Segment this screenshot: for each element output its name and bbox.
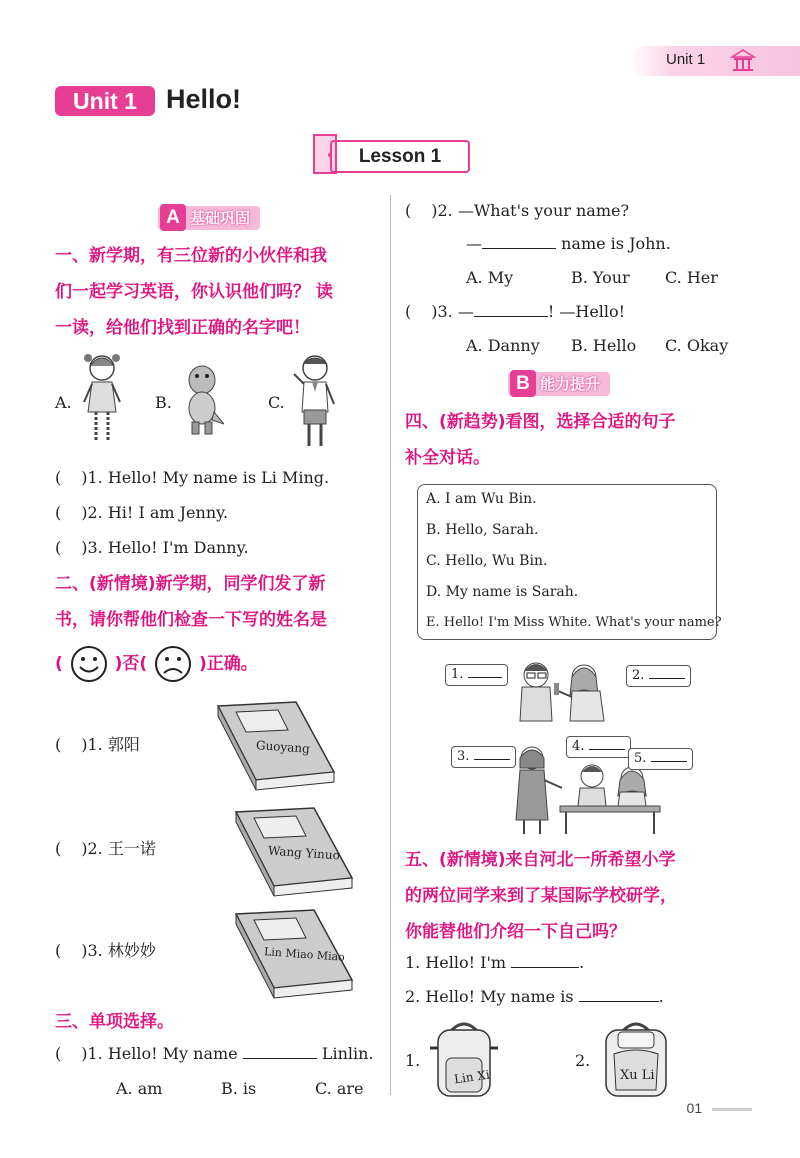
answer-blank[interactable]	[651, 750, 687, 762]
option-b: B. Hello	[571, 336, 637, 355]
bubble-1	[445, 664, 508, 686]
scene-1-illustration	[500, 655, 620, 725]
answer-blank[interactable]	[243, 1043, 317, 1059]
q2-item-2-text: 2. 王一诺	[87, 839, 156, 858]
answer-paren-open[interactable]: (	[55, 503, 62, 522]
q5-item-1-text: 1. Hello! I'm	[405, 953, 507, 972]
q1-item-3-text: 3. Hello! I'm Danny.	[87, 538, 249, 557]
option-b: B. is	[221, 1079, 257, 1098]
answer-paren-close: )	[431, 201, 438, 220]
q3-item-2	[405, 200, 629, 222]
book-1	[216, 700, 336, 792]
answer-paren-open[interactable]: (	[55, 735, 62, 754]
q3-item-1	[55, 1043, 374, 1065]
q4-option-e: E. Hello! I'm Miss White. What's your name?	[426, 615, 722, 630]
q1-item-3	[55, 537, 249, 559]
bag-1-num: 1.	[405, 1051, 421, 1070]
column-divider	[390, 195, 391, 1095]
girl-jenny-illustration	[80, 348, 124, 448]
answer-blank[interactable]	[474, 301, 548, 317]
q3-item-1-text: 1. Hello! My name	[87, 1044, 238, 1063]
backpack-icon	[596, 1018, 676, 1100]
answer-paren-close: )	[81, 735, 88, 754]
q3-heading: 三、单项选择。	[55, 1012, 174, 1032]
answer-blank[interactable]	[468, 666, 502, 678]
bubble-2-num: 2.	[632, 668, 645, 683]
bubble-5	[628, 748, 693, 770]
unit-tag-label: Unit 1	[666, 51, 706, 68]
q2-item-1-text: 1. 郭阳	[87, 735, 140, 754]
backpack-1	[424, 1018, 504, 1100]
answer-blank[interactable]	[511, 952, 579, 968]
option-c: C. Her	[665, 268, 718, 287]
bag-1-name: Lin Xi	[453, 1067, 491, 1087]
period: .	[658, 987, 664, 1006]
q5-line-2: 的两位同学来到了某国际学校研学，	[405, 886, 677, 906]
building-icon	[730, 48, 756, 74]
q3-item-3	[405, 301, 625, 323]
answer-paren-close: )	[81, 468, 88, 487]
q5-heading	[405, 842, 677, 950]
period: .	[579, 953, 585, 972]
q1-line-1: 一、新学期，有三位新的小伙伴和我	[55, 246, 327, 266]
q5-item-2-text: 2. Hello! My name is	[405, 987, 574, 1006]
answer-paren-open[interactable]: (	[55, 468, 62, 487]
q4-heading	[405, 404, 676, 476]
page-number	[687, 1100, 752, 1116]
q5-item-1	[405, 952, 584, 974]
q1-item-2-text: 2. Hi! I am Jenny.	[87, 503, 229, 522]
bubble-3	[451, 746, 516, 768]
bubble-3-num: 3.	[457, 749, 470, 764]
q2-end: )正确。	[199, 654, 258, 674]
bubble-4	[566, 736, 631, 758]
page-number-text: 01	[686, 1100, 703, 1116]
book-3-name: Lin Miao Miao	[263, 945, 346, 964]
q1-heading	[55, 238, 333, 346]
bubble-1-num: 1.	[451, 667, 464, 682]
answer-blank[interactable]	[482, 233, 556, 249]
label-a: A.	[55, 393, 72, 412]
answer-paren-open[interactable]: (	[55, 839, 62, 858]
q1-line-2: 们一起学习英语，你认识他们吗？ 读	[55, 282, 333, 302]
unit-badge: Unit 1	[55, 86, 155, 116]
option-a: A. My	[466, 268, 514, 287]
dinosaur-danny-illustration	[180, 362, 224, 438]
answer-paren-open[interactable]: (	[405, 302, 412, 321]
q3-item-2-end: name is John.	[561, 234, 671, 253]
option-a: A. Danny	[466, 336, 540, 355]
q2-item-3-text: 3. 林妙妙	[87, 941, 156, 960]
section-b-letter: B	[510, 370, 536, 397]
answer-blank[interactable]	[649, 667, 685, 679]
q3-item-2-text: 2. —What's your name?	[437, 201, 630, 220]
q2-item-3	[55, 940, 156, 962]
answer-paren-close: )	[81, 538, 88, 557]
q2-item-2	[55, 838, 156, 860]
book-2	[234, 806, 354, 898]
q2-line-1: 二、(新情境)新学期，同学们发了新	[55, 574, 326, 594]
q2-paren: (	[55, 654, 63, 674]
answer-blank[interactable]	[579, 986, 659, 1002]
q3-item-3-end: ! —Hello!	[547, 302, 626, 321]
q1-item-1	[55, 467, 329, 489]
smiley-face-icon	[69, 644, 109, 684]
answer-paren-close: )	[431, 302, 438, 321]
boy-li-ming-illustration	[292, 350, 338, 450]
q4-option-a: A. I am Wu Bin.	[426, 491, 537, 507]
label-c: C.	[268, 393, 285, 412]
q4-line-1: 四、(新趋势)看图，选择合适的句子	[405, 412, 676, 432]
answer-paren-open[interactable]: (	[55, 1044, 62, 1063]
q4-option-box	[417, 484, 722, 640]
backpack-2	[596, 1018, 676, 1100]
q3-3-options	[466, 335, 746, 357]
q2-heading	[55, 566, 327, 638]
q3-1-options	[116, 1078, 364, 1100]
q2-mid: )否(	[114, 654, 148, 674]
book-3	[234, 908, 354, 1000]
section-b-badge	[508, 372, 610, 396]
answer-blank[interactable]	[589, 738, 625, 750]
section-b-title: 能力提升	[540, 375, 601, 393]
option-c: C. are	[315, 1079, 364, 1098]
q1-item-1-text: 1. Hello! My name is Li Ming.	[87, 468, 330, 487]
bubble-2	[626, 665, 691, 687]
unit-title: Hello!	[166, 84, 242, 114]
q2-line-3	[55, 644, 258, 684]
q2-item-1	[55, 734, 140, 756]
q3-item-1-end: Linlin.	[321, 1044, 374, 1063]
q3-item-2-line2	[466, 233, 671, 255]
bag-2-num: 2.	[575, 1051, 591, 1070]
q5-item-2	[405, 986, 664, 1008]
bag-2-name: Xu Li	[620, 1068, 655, 1083]
book-2-name: Wang Yinuo	[267, 843, 341, 863]
backpack-icon	[424, 1018, 504, 1100]
dash: —	[466, 234, 482, 253]
answer-paren-close: )	[81, 941, 88, 960]
bubble-5-num: 5.	[634, 751, 647, 766]
bubble-4-num: 4.	[572, 739, 585, 754]
q4-option-b: B. Hello, Sarah.	[426, 522, 539, 538]
unit-tag	[630, 46, 800, 76]
q4-line-2: 补全对话。	[405, 448, 490, 468]
answer-paren-open[interactable]: (	[405, 201, 412, 220]
option-a: A. am	[116, 1079, 163, 1098]
section-a-title: 基础巩固	[190, 209, 251, 227]
page-rule	[712, 1108, 752, 1111]
q2-line-2: 书，请你帮他们检查一下写的姓名是	[55, 610, 327, 630]
section-a-badge	[158, 206, 260, 230]
q1-item-2	[55, 502, 228, 524]
q1-line-3: 一读，给他们找到正确的名字吧！	[55, 318, 310, 338]
answer-paren-close: )	[81, 1044, 88, 1063]
q5-line-3: 你能替他们介绍一下自己吗？	[405, 922, 626, 942]
q4-option-d: D. My name is Sarah.	[426, 584, 579, 600]
label-b: B.	[155, 393, 172, 412]
q4-option-c: C. Hello, Wu Bin.	[426, 553, 548, 569]
q3-item-3-text: 3. —	[437, 302, 474, 321]
answer-paren-open[interactable]: (	[55, 941, 62, 960]
answer-paren-close: )	[81, 503, 88, 522]
q3-2-options	[466, 267, 746, 289]
lesson-title: Lesson 1	[330, 140, 470, 173]
answer-paren-close: )	[81, 839, 88, 858]
section-a-letter: A	[160, 204, 186, 231]
sad-face-icon	[153, 644, 193, 684]
answer-blank[interactable]	[474, 748, 510, 760]
q5-line-1: 五、(新情境)来自河北一所希望小学	[405, 850, 676, 870]
option-b: B. Your	[571, 268, 630, 287]
option-c: C. Okay	[665, 336, 729, 355]
answer-paren-open[interactable]: (	[55, 538, 62, 557]
book-1-name: Guoyang	[255, 738, 311, 756]
